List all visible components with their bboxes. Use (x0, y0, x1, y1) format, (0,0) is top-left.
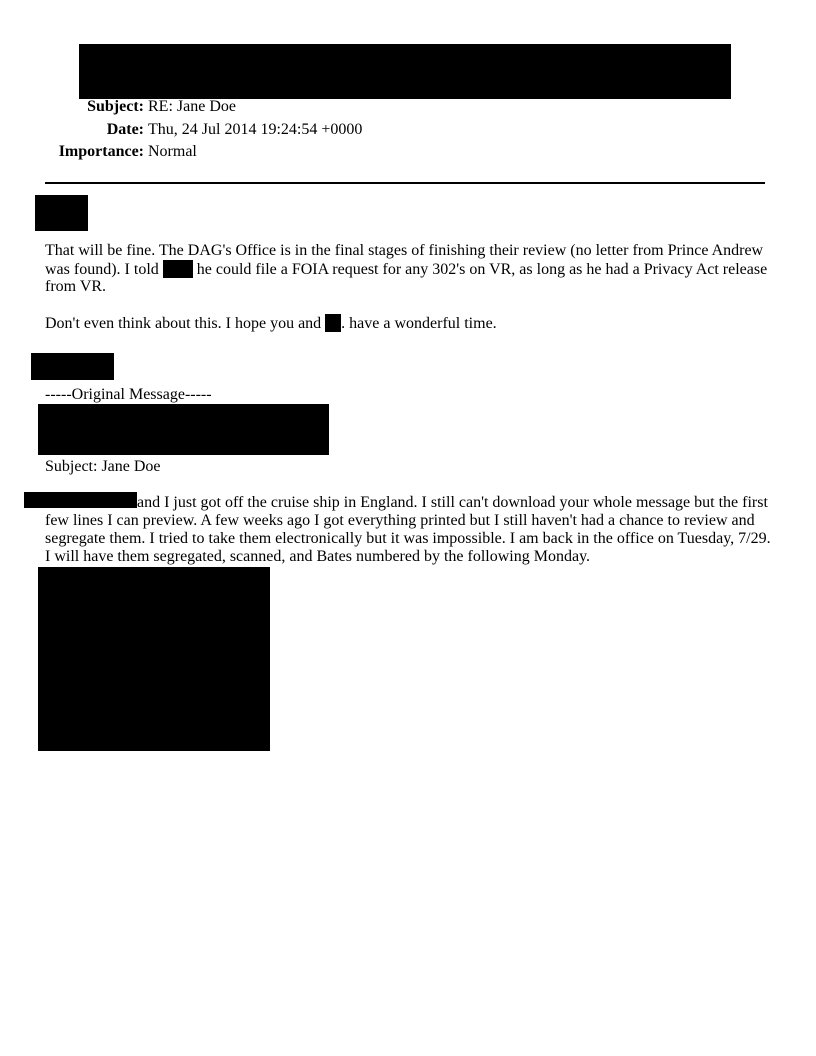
redaction-header-block (79, 44, 731, 99)
original-body-line-4: I will have them segregated, scanned, and Bates numbered by the following Monday. (45, 548, 591, 565)
redaction-original-header (38, 404, 329, 455)
original-message-divider: -----Original Message----- (45, 386, 212, 403)
reply-line-4-a: Don't even think about this. I hope you and (45, 315, 322, 332)
date-value: Thu, 24 Jul 2014 19:24:54 +0000 (148, 121, 363, 138)
reply-line-2-b: he could file a FOIA request for any 302's on VR, as long as he had a Privacy Act release (196, 261, 768, 278)
redaction-signature (31, 353, 114, 380)
redaction-salutation (35, 195, 88, 231)
redaction-original-signature (38, 567, 270, 751)
date-label: Date: (106, 121, 144, 138)
reply-line-2 (45, 260, 767, 279)
original-body-line-2: few lines I can preview. A few weeks ago I got everything printed but I still haven't had a chance to review and (45, 512, 755, 529)
subject-value: RE: Jane Doe (148, 98, 236, 115)
header-divider (45, 182, 765, 184)
reply-line-4 (45, 314, 497, 333)
original-subject: Subject: Jane Doe (45, 458, 161, 475)
reply-line-3: from VR. (45, 278, 107, 295)
importance-label: Importance: (58, 143, 144, 160)
reply-line-4-b: . have a wonderful time. (341, 315, 497, 332)
reply-line-1: That will be fine. The DAG's Office is in the final stages of finishing their review (no letter from Prince Andrew (45, 242, 764, 259)
importance-value: Normal (148, 143, 197, 160)
redaction-inline-initial (325, 314, 341, 332)
reply-line-2-a: was found). I told (45, 261, 159, 278)
original-body-line-1: and I just got off the cruise ship in England. I still can't download your whole message but the first (137, 494, 768, 511)
redaction-inline-name (163, 260, 193, 278)
original-body-line-3: segregate them. I tried to take them electronically but it was impossible. I am back in the office on Tuesday, 7/29. (45, 530, 771, 547)
redaction-original-opening (24, 492, 137, 508)
subject-label: Subject: (87, 98, 144, 115)
